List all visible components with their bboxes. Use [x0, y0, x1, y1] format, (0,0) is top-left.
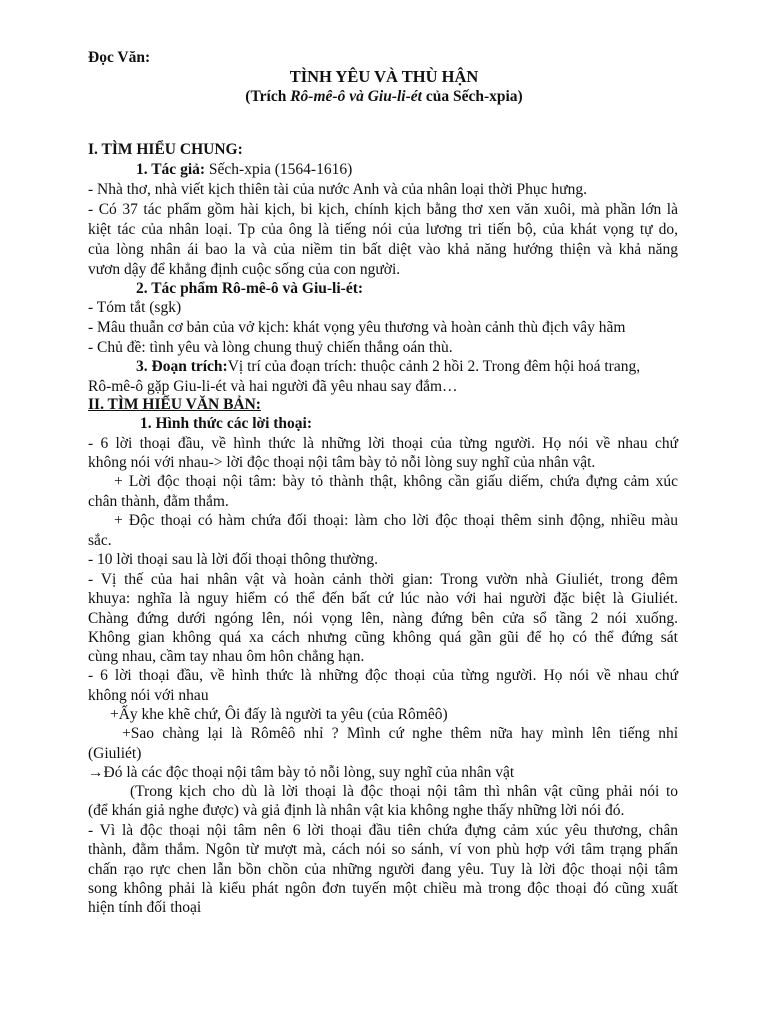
excerpt-label: 3. Đoạn trích: — [136, 358, 228, 375]
analysis-line-11: Không gian không quá xa cách nhưng cũng không quá gần gũi để họ có thể đứng sát — [88, 629, 678, 646]
romeo-quote: +Ấy khe khẽ chứ, Ôi đấy là người ta yêu (của Rômêô) — [110, 706, 448, 723]
author-line — [136, 160, 352, 180]
section-2-heading: II. TÌM HIỂU VĂN BẢN: — [88, 396, 261, 413]
work-line-2: - Mâu thuẫn cơ bản của vở kịch: khát vọng yêu thương và hoàn cảnh thù địch vây hãm — [88, 319, 626, 336]
document-title: TÌNH YÊU VÀ THÙ HẬN — [289, 67, 479, 86]
work-heading: 2. Tác phẩm Rô-mê-ô và Giu-li-ét: — [136, 280, 364, 297]
subtitle-prefix: (Trích — [245, 88, 291, 105]
excerpt-line — [136, 357, 640, 377]
analysis-line-10: Chàng đứng dưới ngóng lên, nói vọng lên, nàng đứng bên cửa sổ tầng 2 nói xuống. — [88, 610, 678, 627]
analysis-line-7: - 10 lời thoại sau là lời đối thoại thông thường. — [88, 551, 379, 568]
analysis-line-6: sắc. — [88, 532, 112, 549]
analysis-line-2: không nói với nhau-> lời độc thoại nội tâm bày tỏ nỗi lòng suy nghĩ của nhân vật. — [88, 454, 596, 471]
analysis-line-14: không nói với nhau — [88, 687, 209, 704]
work-line-1: - Tóm tắt (sgk) — [88, 299, 182, 316]
analysis-line-12: cùng nhau, cầm tay nhau ôm hôn chẳng hạn. — [88, 648, 365, 665]
conclusion-line: →Đó là các độc thoại nội tâm bày tỏ nỗi lòng, suy nghĩ của nhân vật — [88, 764, 515, 781]
dialogue-form-heading: 1. Hình thức các lời thoại: — [140, 415, 313, 432]
author-text: Sếch-xpia (1564-1616) — [205, 161, 353, 178]
document-subtitle — [0, 87, 768, 107]
subtitle-suffix: của Sếch-xpia) — [421, 88, 523, 105]
subtitle-work: Rô-mê-ô và Giu-li-ét — [290, 88, 422, 105]
juliet-quote: +Sao chàng lại là Rômêô nhỉ ? Mình cứ nghe thêm nữa hay mình lên tiếng nhỉ — [122, 725, 678, 742]
analysis-line-1: - 6 lời thoại đầu, về hình thức là những lời thoại của từng người. Họ nói về nhau chứ — [88, 435, 678, 452]
analysis-line-8: - Vị thế của hai nhân vật và hoàn cảnh thời gian: Trong vườn nhà Giuliét, trong đêm — [88, 571, 678, 588]
analysis-line-3: + Lời độc thoại nội tâm: bày tỏ thành thật, không cần giấu diếm, chứa đựng cảm xúc — [114, 473, 678, 490]
analysis-line-22: thành, đằm thắm. Ngôn từ mượt mà, cách nói so sánh, ví von phù hợp với tâm trạng phấn — [88, 841, 678, 858]
excerpt-text: Vị trí của đoạn trích: thuộc cảnh 2 hồi 2. Trong đêm hội hoá trang, — [227, 358, 641, 375]
author-line-2d: vươn dậy để khẳng định cuộc sống của con người. — [88, 261, 401, 278]
analysis-line-20: (để khán giả nghe được) và giả định là nhân vật kia không nghe thấy những lời nói đó. — [88, 802, 625, 819]
author-line-2c: của lòng nhân ái bao la và của niềm tin bất diệt vào khả năng hướng thiện và khả năng — [88, 241, 678, 258]
author-line-1: - Nhà thơ, nhà viết kịch thiên tài của nước Anh và của nhân loại thời Phục hưng. — [88, 181, 587, 198]
author-line-2b: kiệt tác của nhân loại. Tp của ông là tiếng nói của lương tri tiến bộ, của khát vọng tự do, — [88, 221, 678, 238]
work-line-3: - Chủ đề: tình yêu và lòng chung thuỷ chiến thắng oán thù. — [88, 339, 453, 356]
analysis-line-19: (Trong kịch cho dù là lời thoại là độc thoại nội tâm thì nhân vật cũng phải nói to — [130, 783, 678, 800]
subject-label: Đọc Văn: — [88, 49, 151, 66]
analysis-line-23: chấn rạo rực chen lẫn bồn chồn của những người đang yêu. Tuy là lời độc thoại nội tâm — [88, 861, 678, 878]
analysis-line-5: + Độc thoại có hàm chứa đối thoại: làm cho lời độc thoại thêm sinh động, nhiều màu — [114, 512, 678, 529]
excerpt-line-2: Rô-mê-ô gặp Giu-li-ét và hai người đã yêu nhau say đắm… — [88, 378, 458, 395]
analysis-line-24: song không phải là kiểu phát ngôn đơn tuyến một chiều mà trong độc thoại đó cũng xuất — [88, 880, 678, 897]
analysis-line-13: - 6 lời thoại đầu, về hình thức là những độc thoại của từng người. Họ nói về nhau chứ — [88, 667, 678, 684]
author-line-2a: - Có 37 tác phẩm gồm hài kịch, bi kịch, chính kịch bằng thơ xen văn xuôi, mà phần lớn là — [88, 201, 678, 218]
section-1-heading: I. TÌM HIỂU CHUNG: — [88, 141, 243, 158]
analysis-line-21: - Vì là độc thoại nội tâm nên 6 lời thoại đầu tiên chứa đựng cảm xúc yêu thương, chân — [88, 822, 678, 839]
analysis-line-9: khuya: nghĩa là nguy hiểm có thể đến bất cứ lúc nào với hai người đặc biệt là Giuliét. — [88, 590, 678, 607]
analysis-line-25: hiện tính đối thoại — [88, 899, 202, 916]
juliet-attribution: (Giuliét) — [88, 745, 142, 762]
author-label: 1. Tác giả: — [136, 161, 206, 178]
analysis-line-4: chân thành, đằm thắm. — [88, 493, 229, 510]
